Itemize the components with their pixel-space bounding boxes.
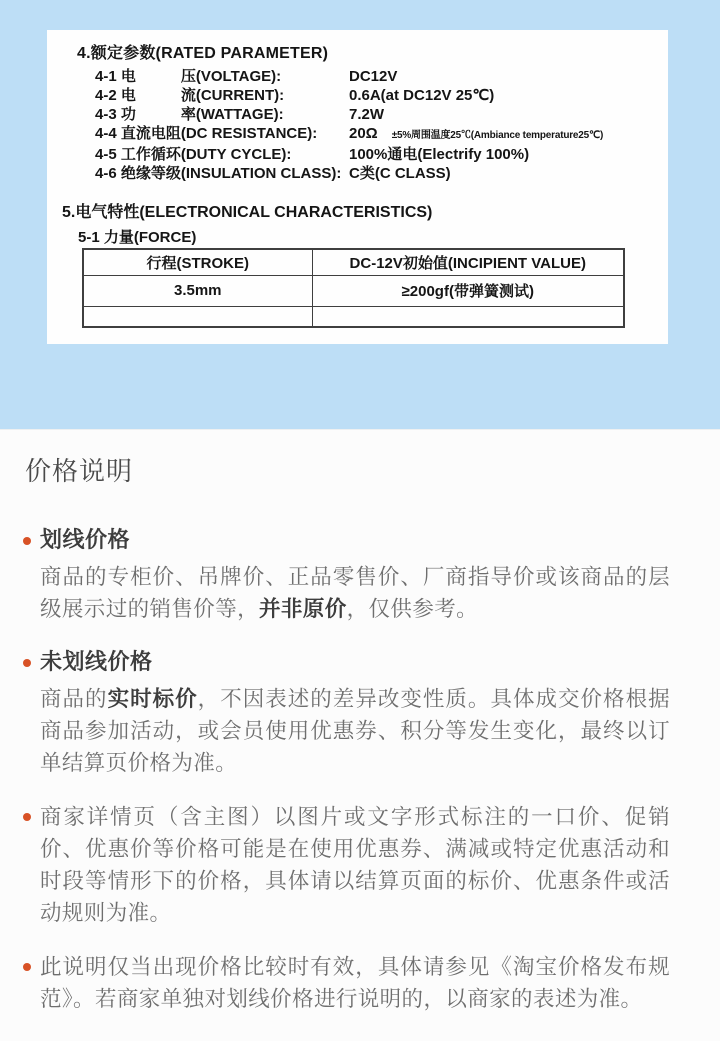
body-text: ，仅供参考。 <box>346 597 479 621</box>
force-subheading: 5-1 力量(FORCE) <box>78 229 197 246</box>
notice-item-heading: 划线价格 <box>40 527 131 552</box>
spec-document-card <box>47 30 668 344</box>
force-table <box>82 248 625 328</box>
incipient-value-header-cell: DC-12V初始值(INCIPIENT VALUE) <box>312 249 624 275</box>
force-table-header-row <box>83 249 624 275</box>
bullet-dot-icon <box>23 537 31 545</box>
spec-row-dc-resistance <box>95 124 668 145</box>
price-notice-title: 价格说明 <box>25 456 134 486</box>
spec-row-current <box>95 86 668 105</box>
incipient-value-cell: ≥200gf(带弹簧测试) <box>312 275 624 306</box>
body-text: 商品的专柜价、吊牌价、正品零售价、厂商指导价或该商品的层级展示过的销售价等， <box>40 565 670 621</box>
body-text: 商品的 <box>40 687 108 711</box>
body-text: 此说明仅当出现价格比较时有效，具体请参见《淘宝价格发布规范》。若商家单独对划线价格进行说明的，以商家的表述为准。 <box>40 955 670 1011</box>
spec-row-wattage <box>95 105 668 124</box>
spec-value: 20Ω <box>349 125 378 142</box>
spec-value: 0.6A(at DC12V 25℃) <box>349 87 495 104</box>
force-table-data-row <box>83 275 624 306</box>
bullet-dot-icon <box>23 659 31 667</box>
spec-label: 4-1 电 压(VOLTAGE): <box>95 68 282 85</box>
spec-note: ±5%周围温度25℃(Ambiance temperature25℃) <box>391 130 604 141</box>
spec-value: 100%通电(Electrify 100%) <box>349 146 530 163</box>
body-text: 商家详情页（含主图）以图片或文字形式标注的一口价、促销价、优惠价等价格可能是在使用优惠券、满减或特定优惠活动和时段等情形下的价格，具体请以结算页面的标价、优惠条件或活动规则为准。 <box>40 805 670 925</box>
stroke-header-cell: 行程(STROKE) <box>83 249 312 275</box>
spec-value: DC12V <box>349 68 398 85</box>
body-text-bold: 并非原价 <box>259 597 347 621</box>
notice-item-body <box>40 683 670 779</box>
spec-row-duty-cycle <box>95 145 668 164</box>
notice-item-unstruck-price <box>25 647 670 779</box>
bullet-dot-icon <box>23 963 31 971</box>
spec-row-voltage <box>95 67 668 86</box>
bullet-dot-icon <box>23 813 31 821</box>
rated-parameter-list <box>95 67 668 183</box>
spec-row-insulation-class <box>95 164 668 183</box>
spec-label: 4-5 工作循环(DUTY CYCLE): <box>95 146 292 163</box>
notice-item-heading: 未划线价格 <box>40 649 153 674</box>
spec-image-section <box>0 0 720 429</box>
empty-cell <box>312 306 624 327</box>
rated-parameter-heading: 4.额定参数(RATED PARAMETER) <box>77 45 329 62</box>
stroke-value-cell: 3.5mm <box>83 275 312 306</box>
spec-value: C类(C CLASS) <box>349 165 451 182</box>
notice-item-body <box>40 561 670 625</box>
notice-item-body <box>40 801 670 929</box>
notice-item-merchant-detail <box>25 801 670 929</box>
electrical-characteristics-heading: 5.电气特性(ELECTRONICAL CHARACTERISTICS) <box>62 204 433 221</box>
force-table-empty-row <box>83 306 624 327</box>
empty-cell <box>83 306 312 327</box>
price-notice-section <box>0 429 720 1041</box>
notice-item-body <box>40 951 670 1015</box>
spec-label: 4-3 功 率(WATTAGE): <box>95 106 284 123</box>
spec-label: 4-2 电 流(CURRENT): <box>95 87 285 104</box>
spec-value: 7.2W <box>349 106 385 123</box>
notice-item-validity <box>25 951 670 1015</box>
spec-label: 4-6 绝缘等级(INSULATION CLASS): <box>95 165 342 182</box>
body-text: ，不因表述的差异改变性质。具体成交价格根据商品参加活动，或会员使用优惠券、积分等发生变化，最终以订单结算页价格为准。 <box>40 687 671 775</box>
spec-label: 4-4 直流电阻(DC RESISTANCE): <box>95 125 318 142</box>
notice-item-strikethrough-price <box>25 525 670 625</box>
body-text-bold: 实时标价 <box>107 687 198 711</box>
